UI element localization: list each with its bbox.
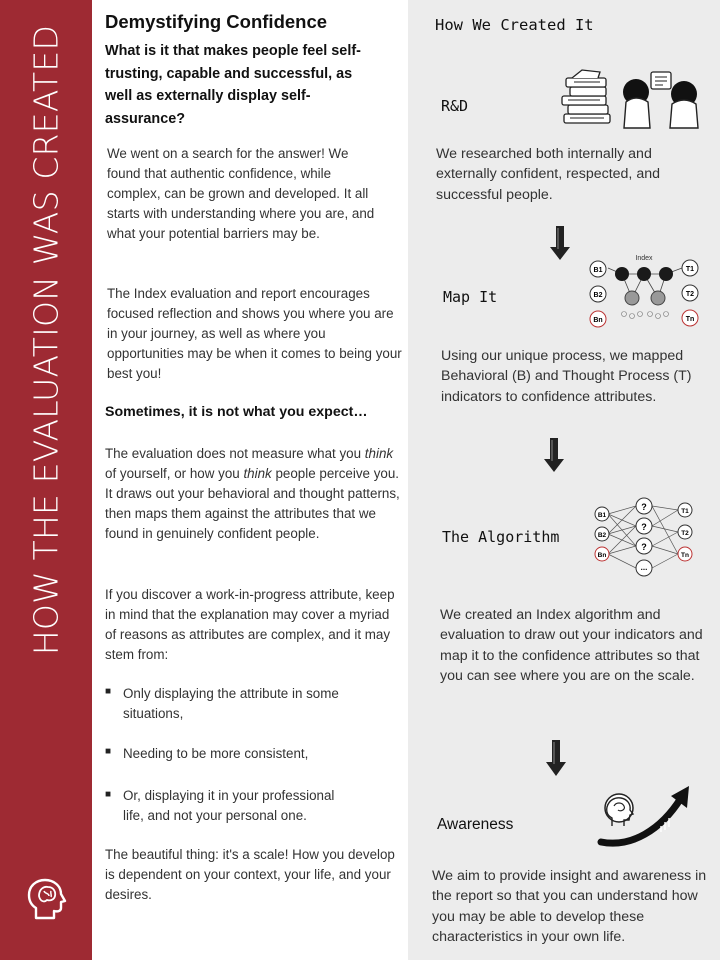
- head-brain-icon: [27, 878, 67, 922]
- map-right-nodes: [682, 260, 698, 326]
- index-paragraph: The Index evaluation and report encourages focused reflection and shows you where you are in your journey, as well as where you opportunities may be when it comes to being your best you!: [107, 286, 402, 381]
- step-text-rd: We researched both internally and externally confident, respected, and successful people.: [436, 146, 660, 203]
- node-t1: T1: [681, 508, 689, 515]
- node-tn: Tn: [681, 552, 689, 559]
- algo-mid-nodes: [636, 498, 652, 576]
- node-unknown: ?: [641, 502, 647, 512]
- step-label-awareness: Awareness: [437, 816, 514, 833]
- node-tn: Tn: [685, 316, 695, 323]
- node-bn: Bn: [593, 317, 603, 324]
- node-b1: B1: [593, 267, 603, 274]
- step-label-map: Map It: [443, 288, 498, 306]
- step-text-map: Using our unique process, we mapped Behavioral (B) and Thought Process (T) indicators to confidence attributes.: [441, 348, 692, 405]
- closing-paragraph: The beautiful thing: it's a scale! How you develop is dependent on your context, your life, and your desires.: [105, 847, 395, 902]
- bullet-item: Needing to be more consistent,: [123, 746, 309, 761]
- bullet-marker: ■: [105, 686, 112, 697]
- algo-left-nodes: [595, 507, 609, 561]
- bullet-item: Only displaying the attribute in some situations,: [123, 686, 339, 721]
- algorithm-network-diagram: [592, 496, 698, 578]
- bullet-item: Or, displaying it in your professional life, and not your personal one.: [123, 788, 335, 823]
- node-b2: B2: [597, 532, 607, 539]
- text-run: The evaluation does not measure what you: [105, 446, 365, 461]
- emphasis: think: [364, 446, 394, 461]
- bullet-marker: ■: [105, 789, 112, 800]
- text-run: people perceive you. It draws out your behavioral and thought patterns, then maps them against the attributes that we found in genuinely confident people.: [105, 466, 400, 541]
- bullet-marker: ■: [105, 746, 112, 757]
- step-text-awareness: We aim to provide insight and awareness in the report so that you can understand how you may be able to develop these characteristics in your own life.: [432, 868, 707, 945]
- evaluation-paragraph: [105, 444, 403, 544]
- node-bn: Bn: [597, 552, 607, 559]
- process-title: How We Created It: [435, 16, 594, 34]
- node-t2: T2: [685, 291, 695, 298]
- text-run: of yourself, or how you: [105, 466, 244, 481]
- node-unknown: ?: [641, 522, 647, 532]
- node-unknown: ?: [641, 542, 647, 552]
- work-in-progress-paragraph: If you discover a work-in-progress attribute, keep in mind that the explanation may cover a myriad of reasons as attributes are complex, and it may stem from:: [105, 587, 395, 662]
- lead-question: What is it that makes people feel self-trusting, capable and successful, as well as externally display self-assurance?: [105, 43, 361, 127]
- left-column: [92, 0, 408, 960]
- down-arrow-icon: [543, 437, 565, 473]
- intro-paragraph: We went on a search for the answer! We found that authentic confidence, while complex, can be grown and developed. It all starts with understanding where you are, and what your potential barriers may be.: [107, 146, 375, 241]
- books-people-icon: [558, 66, 708, 132]
- page-heading: Demystifying Confidence: [105, 11, 328, 32]
- algo-right-nodes: [678, 503, 692, 561]
- section-subheading: Sometimes, it is not what you expect…: [105, 404, 368, 420]
- awareness-growth-icon: [591, 780, 697, 850]
- node-t1: T1: [685, 266, 695, 273]
- right-column: [408, 0, 720, 960]
- index-label: Index: [635, 255, 653, 262]
- step-label-algorithm: The Algorithm: [442, 528, 560, 546]
- vertical-title: HOW THE EVALUATION WAS CREATED: [26, 24, 66, 656]
- node-ellipsis: ...: [640, 563, 648, 572]
- step-label-rd: R&D: [441, 97, 469, 115]
- node-t2: T2: [681, 530, 689, 537]
- emphasis: think: [243, 466, 272, 481]
- step-text-algorithm: We created an Index algorithm and evaluation to draw out your indicators and map it to the confidence attributes so that you can see where you are on the scale.: [440, 607, 703, 684]
- sidebar-band: [0, 0, 92, 960]
- node-b2: B2: [593, 292, 603, 299]
- down-arrow-icon: [549, 225, 571, 261]
- index-map-diagram: [588, 252, 700, 332]
- map-left-nodes: [590, 261, 606, 327]
- down-arrow-icon: [545, 739, 567, 777]
- node-b1: B1: [597, 512, 607, 519]
